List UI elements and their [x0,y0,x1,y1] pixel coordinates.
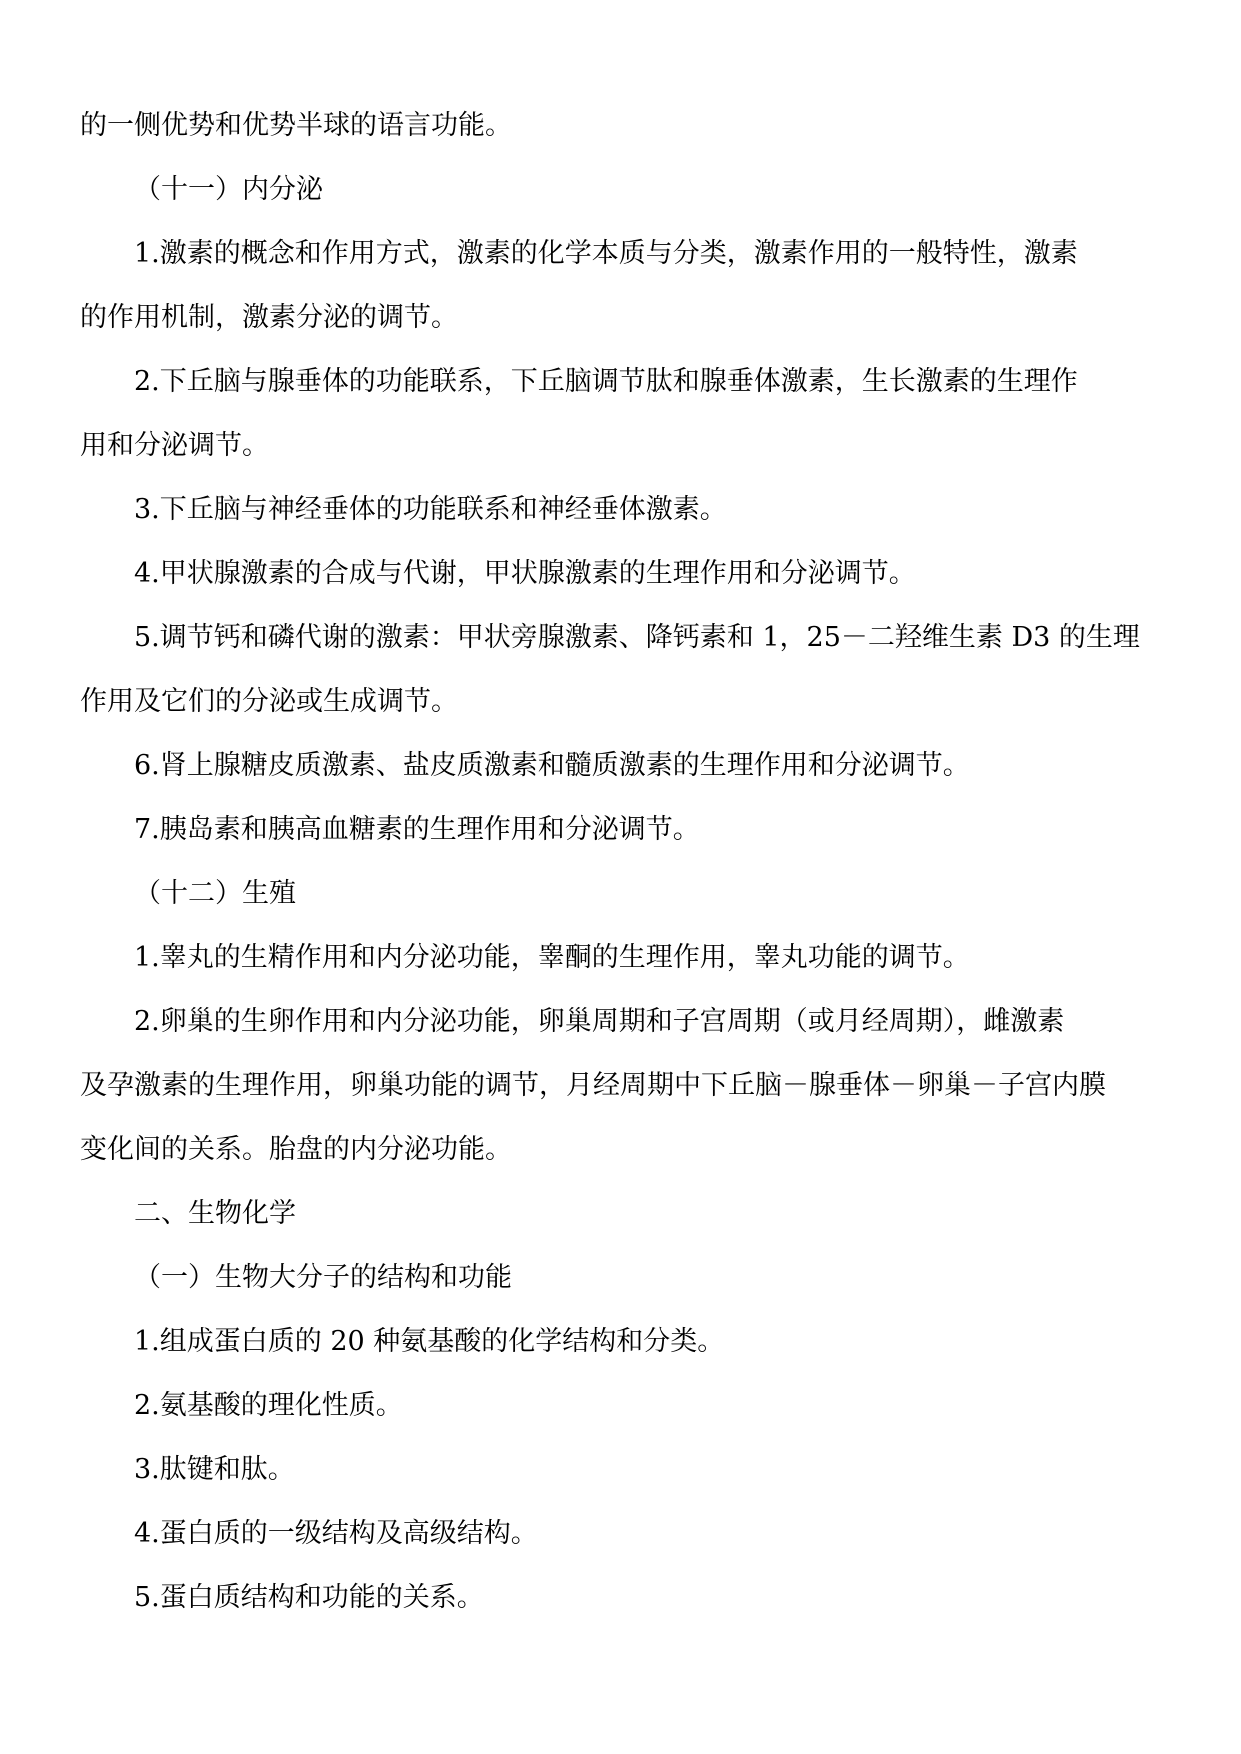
text-line: 1.睾丸的生精作用和内分泌功能，睾酮的生理作用，睾丸功能的调节。 [134,942,970,973]
text-line: 2.氨基酸的理化性质。 [134,1390,403,1421]
document-body [80,94,1165,1630]
text-line: 变化间的关系。胎盘的内分泌功能。 [80,1134,512,1165]
text-line: 5.调节钙和磷代谢的激素：甲状旁腺激素、降钙素和 1，25－二羟维生素 D3 的生理 [134,622,1140,653]
section-heading: （一）生物大分子的结构和功能 [134,1262,512,1293]
text-line: 2.下丘脑与腺垂体的功能联系，下丘脑调节肽和腺垂体激素，生长激素的生理作 [134,366,1078,397]
text-line: 6.肾上腺糖皮质激素、盐皮质激素和髓质激素的生理作用和分泌调节。 [134,750,970,781]
text-line: 1.激素的概念和作用方式，激素的化学本质与分类，激素作用的一般特性，激素 [134,238,1078,269]
text-line: 4.蛋白质的一级结构及高级结构。 [134,1518,538,1549]
text-line: 7.胰岛素和胰高血糖素的生理作用和分泌调节。 [134,814,700,845]
text-line: 用和分泌调节。 [80,430,269,461]
section-heading: （十二）生殖 [134,878,296,909]
text-line: 作用及它们的分泌或生成调节。 [80,686,458,717]
text-line: 2.卵巢的生卵作用和内分泌功能，卵巢周期和子宫周期（或月经周期），雌激素 [134,1006,1065,1037]
text-line: 3.肽键和肽。 [134,1454,295,1485]
text-line: 及孕激素的生理作用，卵巢功能的调节，月经周期中下丘脑－腺垂体－卵巢－子宫内膜 [80,1070,1106,1101]
text-line: 5.蛋白质结构和功能的关系。 [134,1582,484,1613]
text-line: 的作用机制，激素分泌的调节。 [80,302,458,333]
text-line: 4.甲状腺激素的合成与代谢，甲状腺激素的生理作用和分泌调节。 [134,558,916,589]
text-line: 1.组成蛋白质的 20 种氨基酸的化学结构和分类。 [134,1326,725,1357]
chapter-heading: 二、生物化学 [134,1198,296,1229]
text-line: 的一侧优势和优势半球的语言功能。 [80,110,512,141]
text-line: 3.下丘脑与神经垂体的功能联系和神经垂体激素。 [134,494,727,525]
section-heading: （十一）内分泌 [134,174,323,205]
